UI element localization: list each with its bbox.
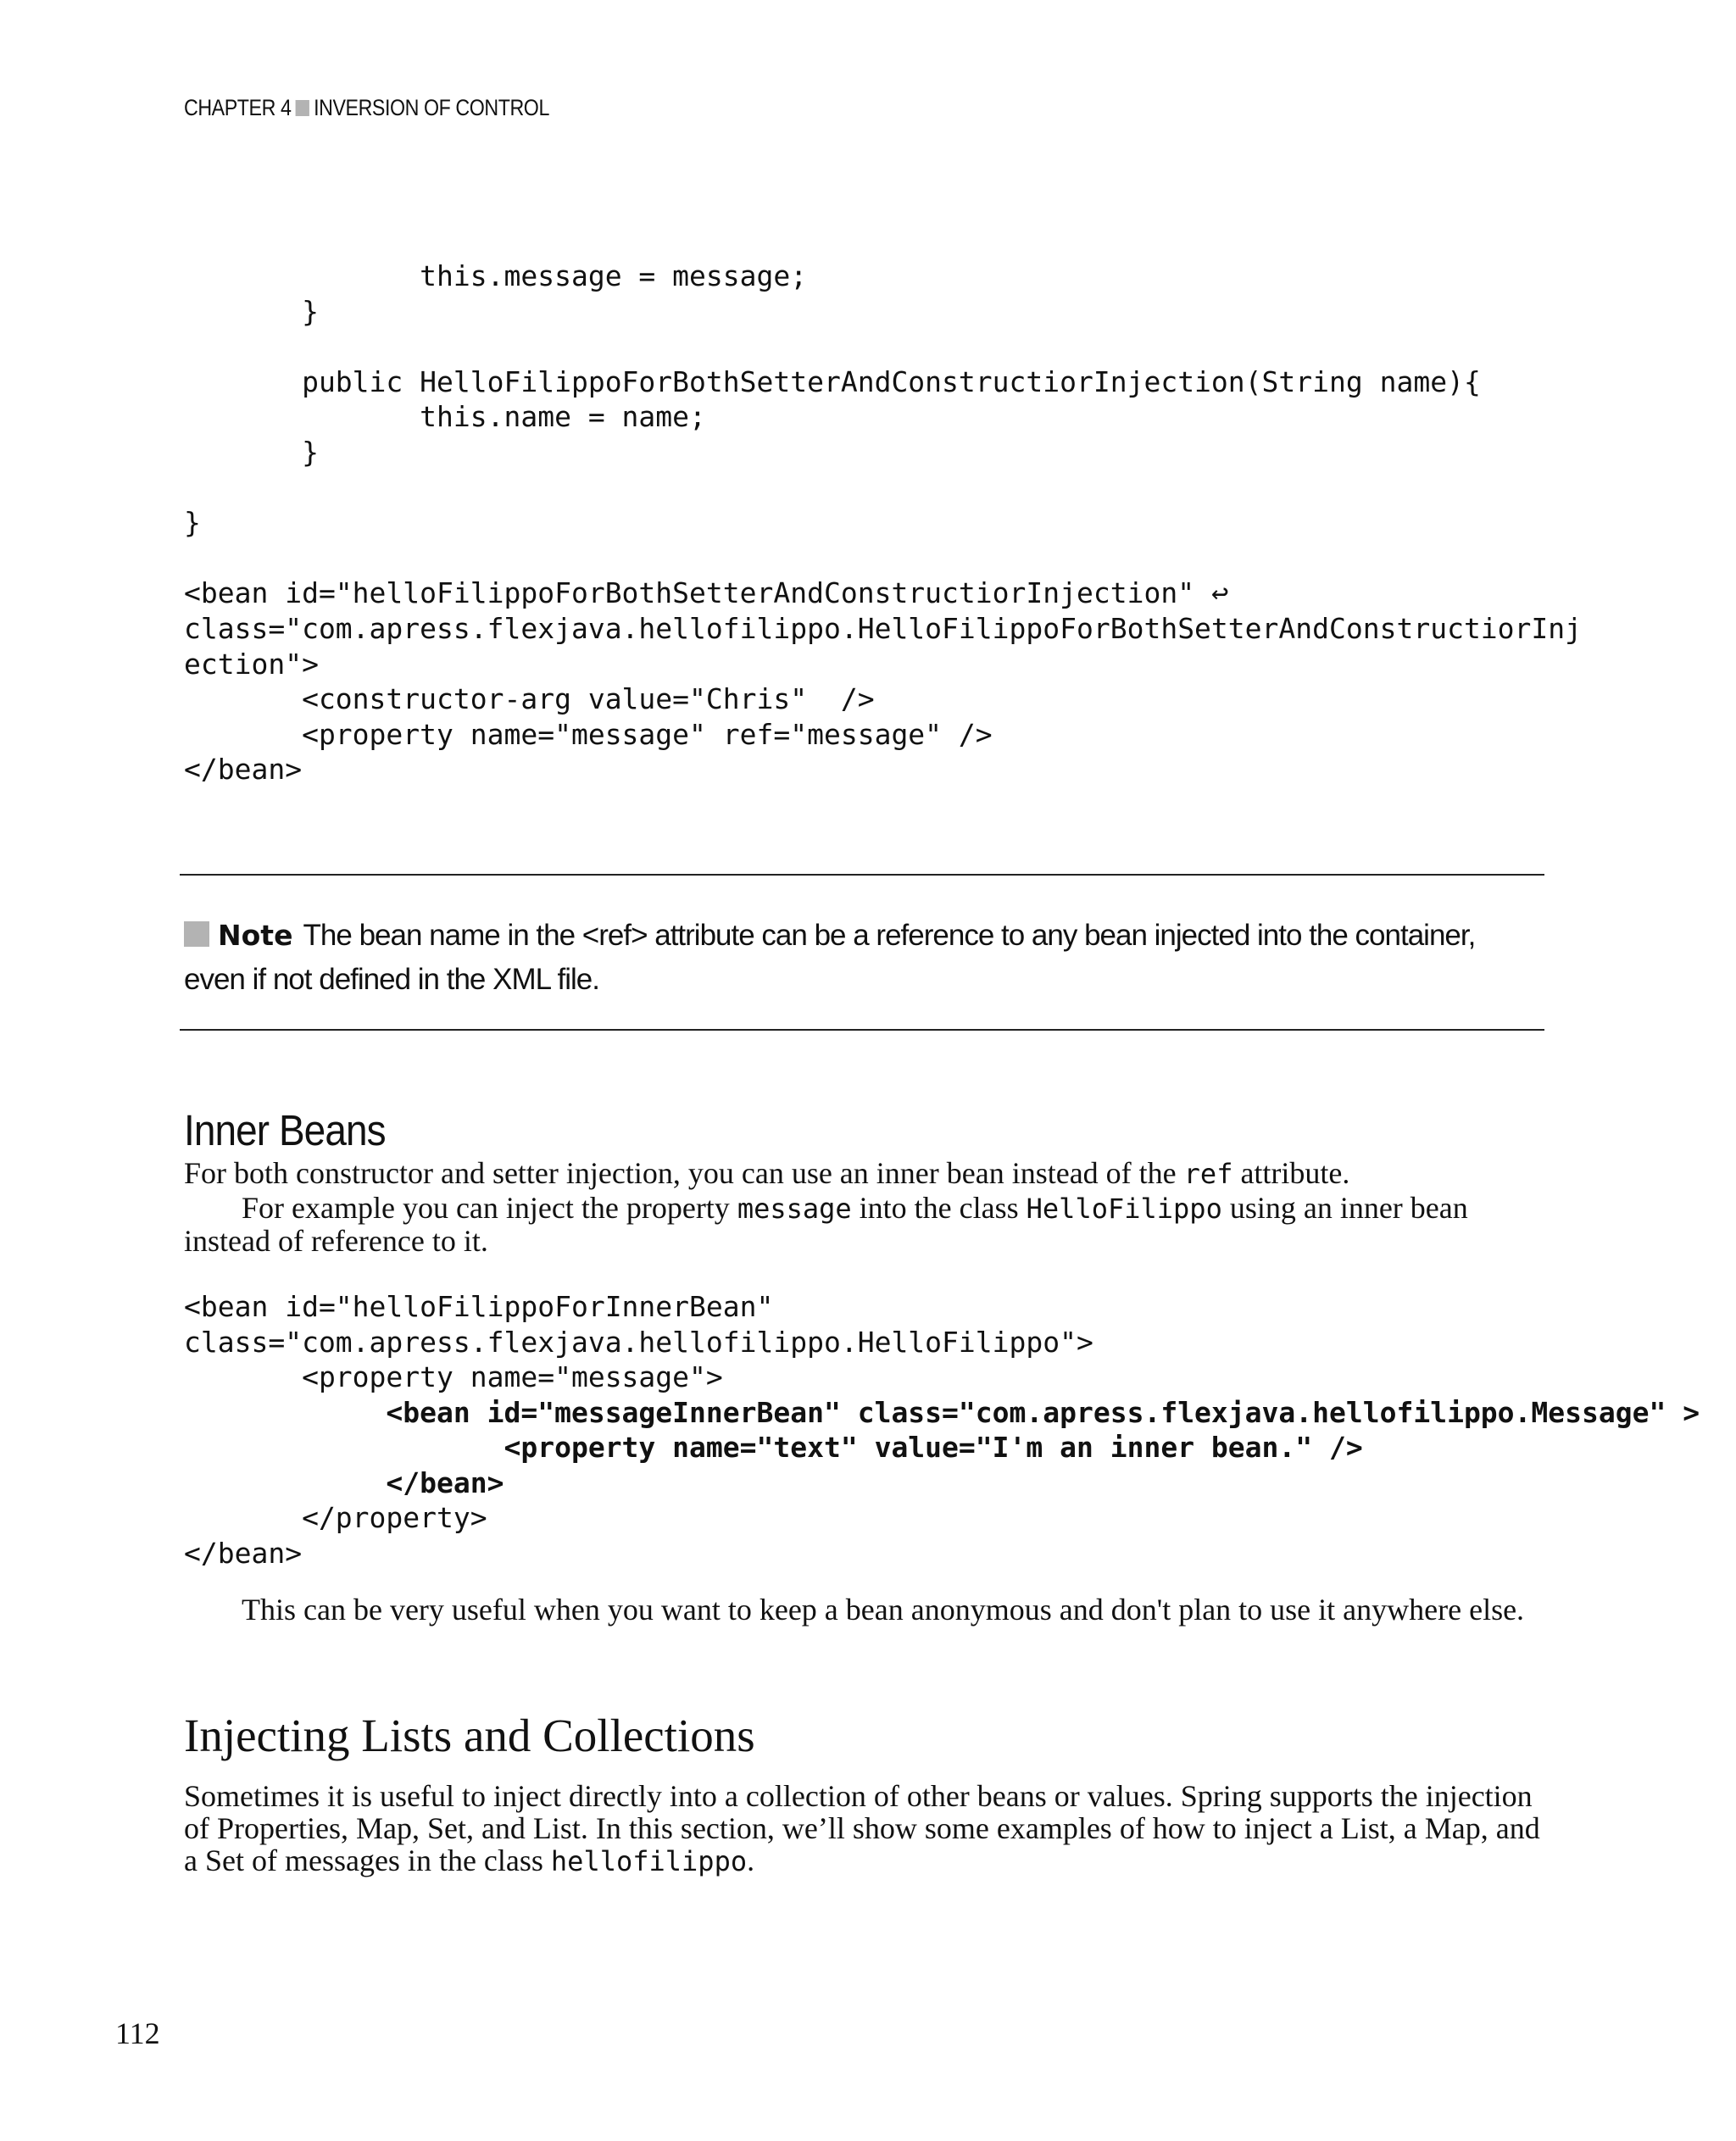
inline-code: ref (1183, 1158, 1233, 1190)
code-line-highlighted: <bean id="messageInnerBean" class="com.apress.flexjava.hellofilippo.Message" > (184, 1395, 1700, 1429)
code-block-inner-bean (184, 1289, 1700, 1571)
code-line: } (184, 435, 319, 469)
inner-beans-paragraph-1 (184, 1157, 1549, 1190)
code-line-highlighted: </bean> (184, 1465, 504, 1499)
code-line: public HelloFilippoForBothSetterAndConstructiorInjection(String name){ (184, 364, 1481, 398)
line-continuation-icon: ↩ (1210, 576, 1229, 610)
page-number: 112 (115, 2016, 160, 2050)
note-box (184, 914, 1540, 1002)
text-run: using an inner bean instead of reference to it. (184, 1191, 1468, 1258)
code-line: </property> (184, 1501, 487, 1534)
code-line: </bean> (184, 753, 303, 786)
note-label: Note (218, 919, 293, 952)
code-line: } (184, 294, 319, 328)
inline-code: hellofilippo (550, 1845, 748, 1877)
chapter-label: CHAPTER 4 (184, 95, 292, 120)
text-run: . (747, 1843, 755, 1877)
separator-square-icon (296, 100, 309, 116)
section-heading-inner-beans: Inner Beans (184, 1106, 386, 1154)
code-line: class="com.apress.flexjava.hellofilippo.HelloFilippoForBothSetterAndConstructiorInj (184, 612, 1583, 645)
inner-beans-paragraph-3: This can be very useful when you want to keep a bean anonymous and don't plan to use it anywhere else. (242, 1593, 1525, 1627)
code-line: </bean> (184, 1536, 303, 1570)
code-line: <property name="message" ref="message" /> (184, 717, 993, 751)
running-head (184, 95, 549, 121)
code-line: class="com.apress.flexjava.hellofilippo.HelloFilippo"> (184, 1325, 1093, 1359)
code-line: <constructor-arg value="Chris" /> (184, 682, 875, 715)
inner-beans-paragraph-2 (184, 1192, 1549, 1257)
section-heading-collections: Injecting Lists and Collections (184, 1710, 755, 1761)
inline-code: message (737, 1193, 852, 1225)
inline-code: HelloFilippo (1026, 1193, 1222, 1225)
text-run: Sometimes it is useful to inject directly into a collection of other beans or values. Spring supports the injection of Properties, Map, Set, and List. In this section, we’ll show some examples of how to inject a List, a Map, and a Set of messages in the class (184, 1779, 1540, 1877)
code-line: <property name="message"> (184, 1360, 723, 1393)
note-square-icon (184, 921, 209, 947)
code-line: <bean id="helloFilippoForBothSetterAndConstructiorInjection" (184, 576, 1211, 609)
text-run: into the class (851, 1191, 1027, 1225)
chapter-title: INVERSION OF CONTROL (314, 95, 549, 120)
code-line-highlighted: <property name="text" value="I'm an inner bean." /> (184, 1431, 1363, 1464)
code-line: this.message = message; (184, 259, 808, 292)
text-run: For example you can inject the property (242, 1191, 737, 1225)
code-line: <bean id="helloFilippoForInnerBean" (184, 1290, 774, 1323)
note-bottom-rule (180, 1029, 1544, 1031)
code-block-constructor-setter (184, 259, 1582, 787)
code-line: this.name = name; (184, 400, 706, 433)
text-run: attribute. (1232, 1156, 1350, 1190)
code-line: ection"> (184, 647, 319, 681)
note-text: The bean name in the <ref> attribute can be a reference to any bean injected into the container, even if not defined in the XML file. (184, 919, 1476, 996)
note-top-rule (180, 874, 1544, 876)
text-run: For both constructor and setter injection, you can use an inner bean instead of the (184, 1156, 1184, 1190)
code-line: } (184, 505, 201, 539)
collections-paragraph (184, 1780, 1549, 1877)
